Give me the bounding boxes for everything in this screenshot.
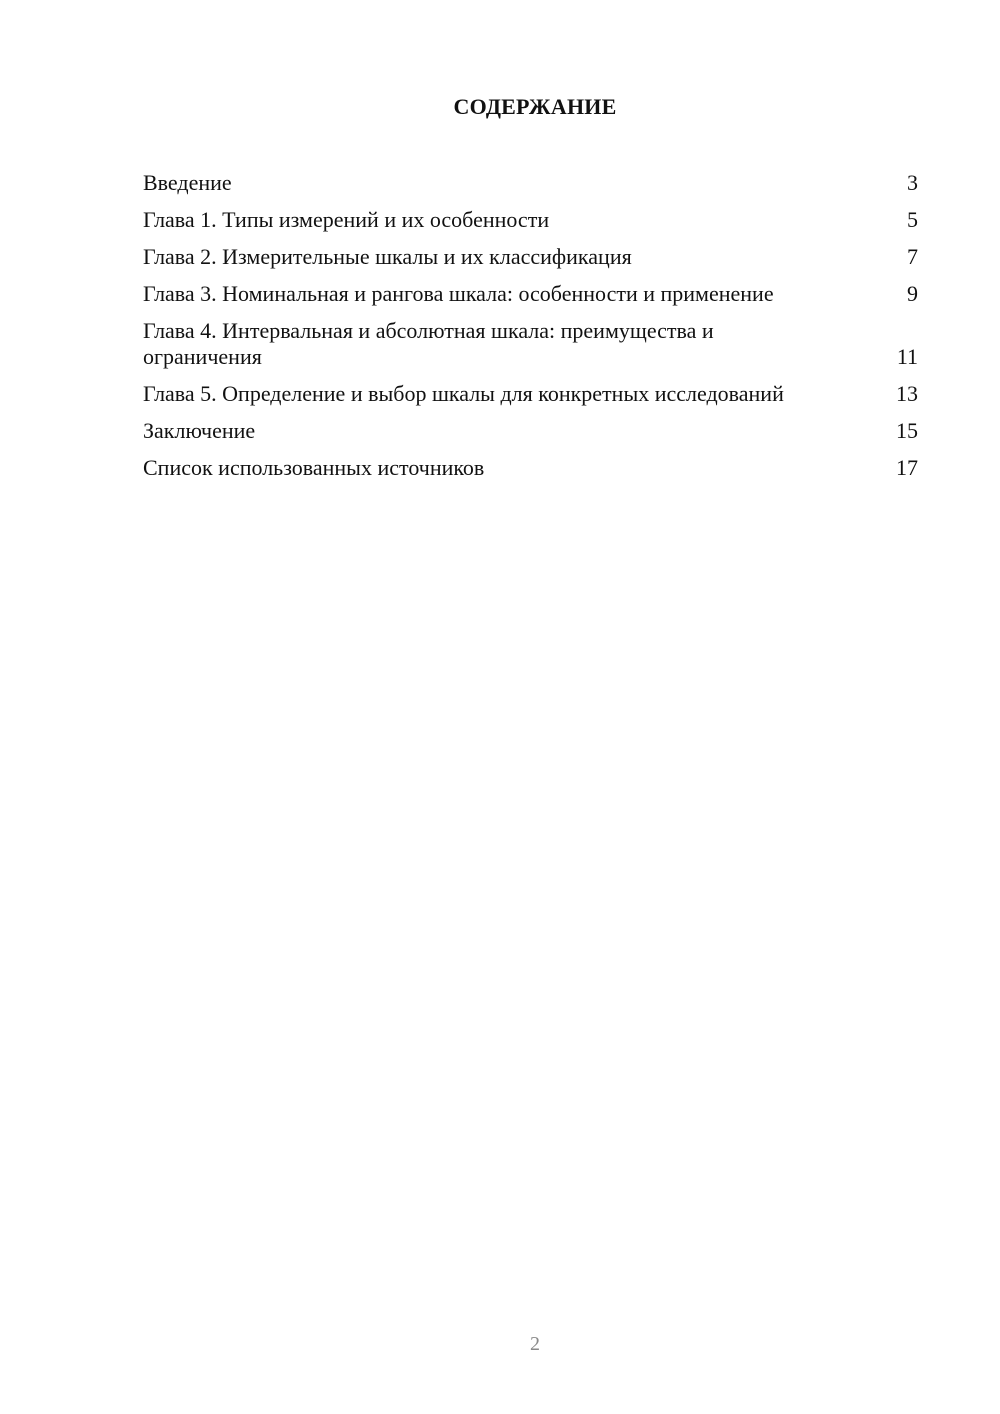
toc-entry-title: Глава 2. Измерительные шкалы и их классификация bbox=[143, 244, 632, 269]
toc-entry-title: Глава 5. Определение и выбор шкалы для конкретных исследований bbox=[143, 381, 784, 406]
toc-entry-introduction bbox=[143, 170, 918, 196]
toc-entry-chapter-3 bbox=[143, 281, 918, 307]
toc-entry-title: Глава 4. Интервальная и абсолютная шкала: преимущества и ограничения bbox=[143, 318, 714, 369]
toc-entry-title: Глава 3. Номинальная и рангова шкала: особенности и применение bbox=[143, 281, 774, 306]
toc-entry-page: 17 bbox=[896, 455, 918, 480]
toc-entry-title: Глава 1. Типы измерений и их особенности bbox=[143, 207, 550, 232]
toc-entry-page: 13 bbox=[896, 381, 918, 406]
toc-entry-page: 11 bbox=[896, 344, 918, 369]
toc-entry-page: 5 bbox=[907, 207, 918, 232]
toc-entry-chapter-2 bbox=[143, 244, 918, 270]
table-of-contents bbox=[143, 170, 918, 492]
toc-entry-page: 15 bbox=[896, 418, 918, 443]
toc-entry-page: 9 bbox=[907, 281, 918, 306]
toc-entry-conclusion bbox=[143, 418, 918, 444]
toc-entry-chapter-1 bbox=[143, 207, 918, 233]
toc-entry-references bbox=[143, 455, 918, 481]
toc-entry-chapter-5 bbox=[143, 381, 918, 407]
toc-entry-chapter-4 bbox=[143, 318, 918, 370]
toc-entry-title: Список использованных источников bbox=[143, 455, 485, 480]
page-number: 2 bbox=[530, 1333, 540, 1355]
toc-entry-page: 3 bbox=[907, 170, 918, 195]
toc-entry-title: Введение bbox=[143, 170, 232, 195]
toc-entry-title: Заключение bbox=[143, 418, 256, 443]
toc-entry-page: 7 bbox=[907, 244, 918, 269]
toc-title: СОДЕРЖАНИЕ bbox=[453, 94, 617, 119]
